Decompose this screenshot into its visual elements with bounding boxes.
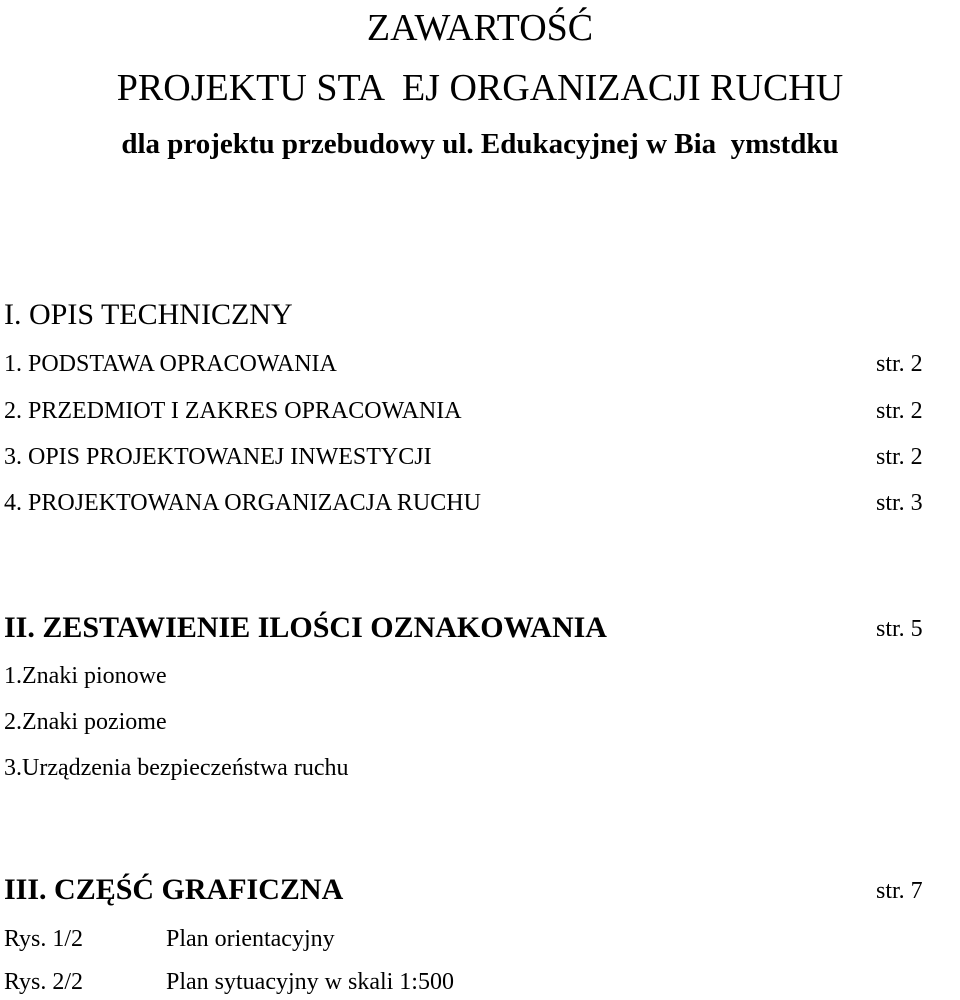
list-item: 3.Urządzenia bezpieczeństwa ruchu [4,755,349,781]
drawing-title: Plan orientacyjny [166,926,335,952]
document-subtitle: PROJEKTU STA EJ ORGANIZACJI RUCHU [116,67,844,109]
section-2-heading: II. ZESTAWIENIE ILOŚCI OZNAKOWANIA [4,611,607,644]
section-2-page: str. 5 [876,616,923,642]
list-item: 2.Znaki poziome [4,709,167,735]
document-title: ZAWARTOŚĆ [366,7,594,49]
toc-item-label: 3. OPIS PROJEKTOWANEJ INWESTYCJI [4,444,432,470]
section-1-heading: I. OPIS TECHNICZNY [4,298,293,331]
project-description: dla projektu przebudowy ul. Edukacyjnej w Bia ymstdku [121,128,839,160]
toc-item-page: str. 2 [876,444,923,470]
toc-item-page: str. 3 [876,490,923,516]
list-item: 1.Znaki pionowe [4,663,167,689]
toc-item-label: 2. PRZEDMIOT I ZAKRES OPRACOWANIA [4,398,462,424]
section-3-heading: III. CZĘŚĆ GRAFICZNA [4,873,344,906]
section-3-page: str. 7 [876,878,923,904]
drawing-number: Rys. 2/2 [4,969,84,995]
drawing-number: Rys. 1/2 [4,926,84,952]
toc-item-label: 4. PROJEKTOWANA ORGANIZACJA RUCHU [4,490,481,516]
toc-item-page: str. 2 [876,351,923,377]
toc-item-label: 1. PODSTAWA OPRACOWANIA [4,351,337,377]
toc-item-page: str. 2 [876,398,923,424]
drawing-title: Plan sytuacyjny w skali 1:500 [166,969,454,995]
